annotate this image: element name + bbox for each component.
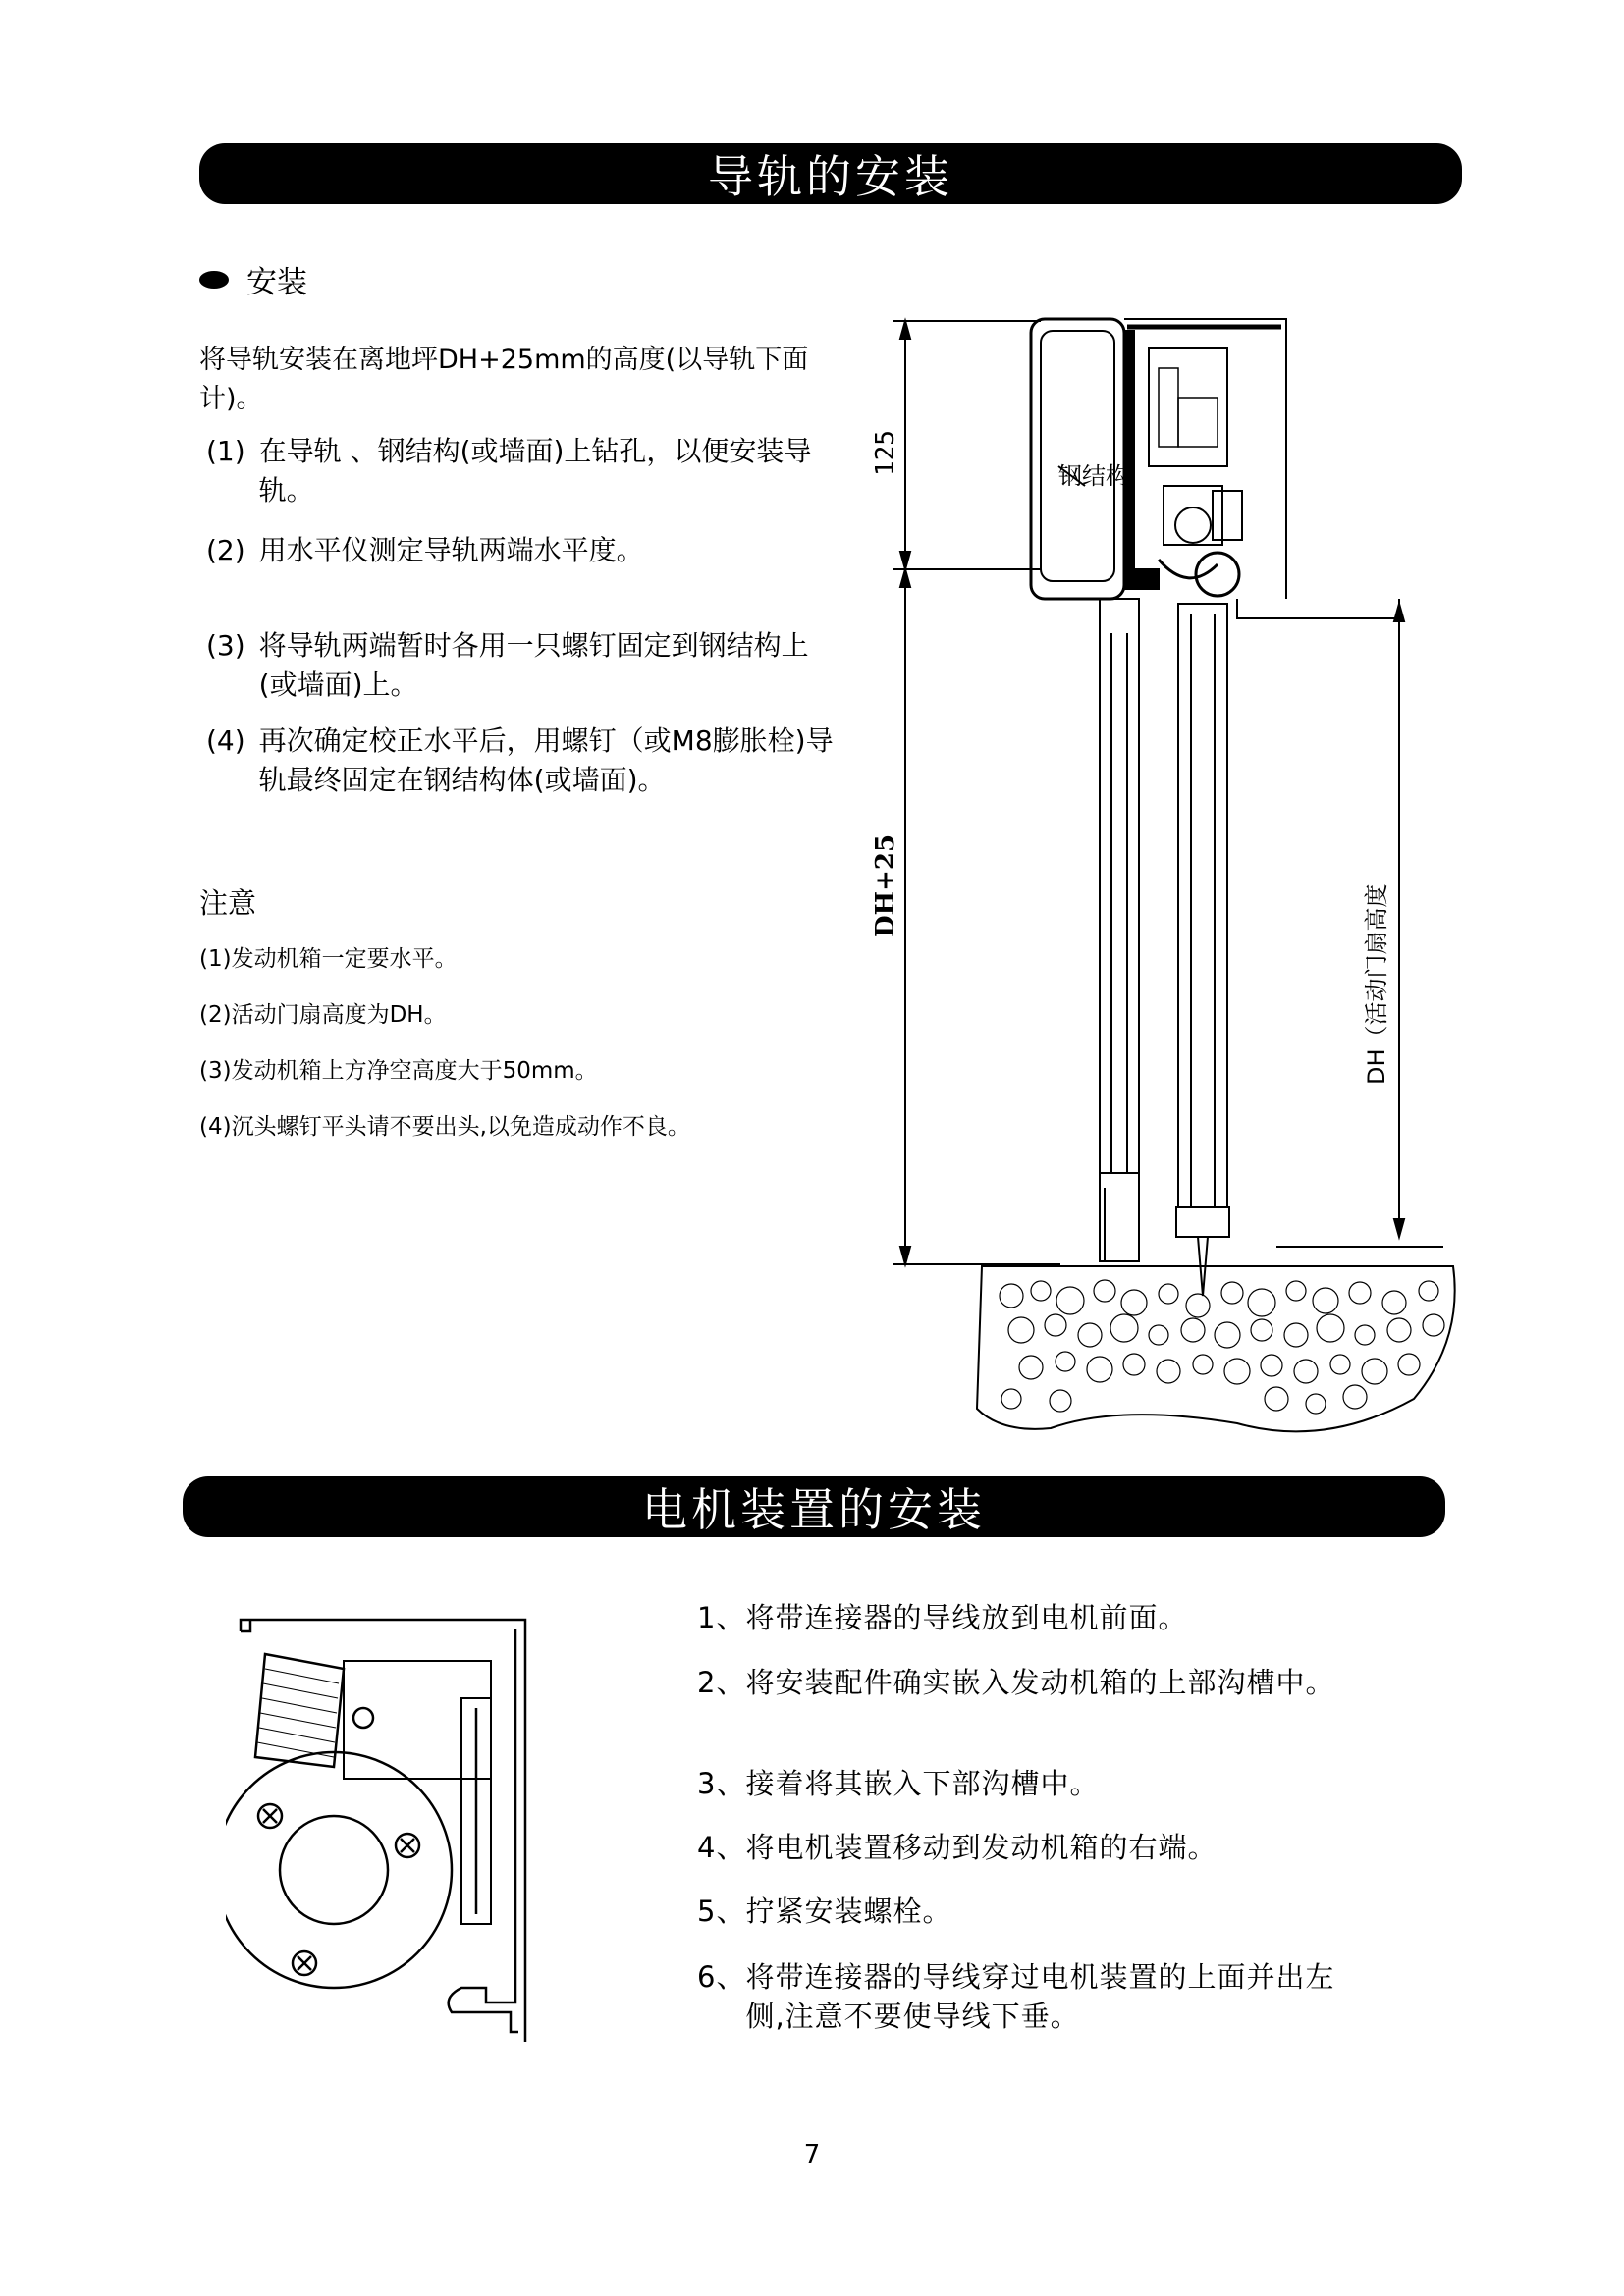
section-title: 导轨的安装 [708,150,953,203]
motor-step [697,1957,1335,2036]
dimension-dh25: DH+25 [871,833,900,937]
note-item: (4)沉头螺钉平头请不要出头,以免造成动作不良。 [199,1114,690,1140]
motor-step [697,1598,1335,1637]
step-number: (2) [206,534,245,566]
step-text: 用水平仪测定导轨两端水平度。 [258,534,644,566]
step-number: (3) [206,629,245,662]
section-title-banner-rail [199,143,1462,204]
intro-paragraph: 将导轨安装在离地坪DH+25mm的高度(以导轨下面计)。 [199,345,809,414]
note-item: (2)活动门扇高度为DH。 [199,1002,447,1028]
rail-installation-diagram [864,309,1473,1448]
step-text: 将电机装置移动到发动机箱的右端。 [745,1831,1218,1864]
step-text: 将安装配件确实嵌入发动机箱的上部沟槽中。 [745,1666,1335,1699]
dimension-125: 125 [871,430,900,476]
note-item: (3)发动机箱上方净空高度大于50mm。 [199,1058,598,1084]
section-title-banner-motor [183,1476,1445,1537]
notes-title: 注意 [199,886,257,920]
motor-step [697,1892,1335,1931]
rail-step [206,721,844,800]
step-number: 1、 [697,1601,746,1634]
step-number: (1) [206,435,245,467]
subheading-label: 安装 [246,265,307,300]
step-text: 将带连接器的导线放到电机前面。 [745,1601,1188,1634]
label-steel-structure: 钢结构 [1058,462,1129,490]
step-text: 拧紧安装螺栓。 [745,1895,952,1928]
motor-step [697,1764,1335,1803]
rail-step [206,626,844,705]
page-number: 7 [803,2140,821,2169]
rail-step [206,531,844,570]
step-number: 6、 [697,1960,746,1994]
label-door-height: DH（活动门扇高度 [1363,883,1390,1085]
step-number: 3、 [697,1767,746,1800]
step-number: 4、 [697,1831,746,1864]
step-text: 再次确定校正水平后，用螺钉（或M8膨胀栓)导轨最终固定在钢结构体(或墙面)。 [258,724,834,796]
step-text: 将带连接器的导线穿过电机装置的上面并出左侧,注意不要使导线下垂。 [745,1960,1335,2033]
section-title: 电机装置的安装 [642,1483,986,1536]
subheading-install [199,257,307,301]
step-number: 2、 [697,1666,746,1699]
step-number: (4) [206,724,245,757]
step-text: 接着将其嵌入下部沟槽中。 [745,1767,1100,1800]
motor-installation-diagram [226,1610,540,2061]
motor-step [697,1663,1335,1702]
note-item: (1)发动机箱一定要水平。 [199,946,458,972]
step-text: 在导轨 、钢结构(或墙面)上钻孔，以便安装导轨。 [258,435,812,507]
rail-step [206,432,844,510]
step-text: 将导轨两端暂时各用一只螺钉固定到钢结构上(或墙面)上。 [258,629,809,701]
motor-step [697,1828,1335,1867]
bullet-icon [199,271,229,289]
step-number: 5、 [697,1895,746,1928]
